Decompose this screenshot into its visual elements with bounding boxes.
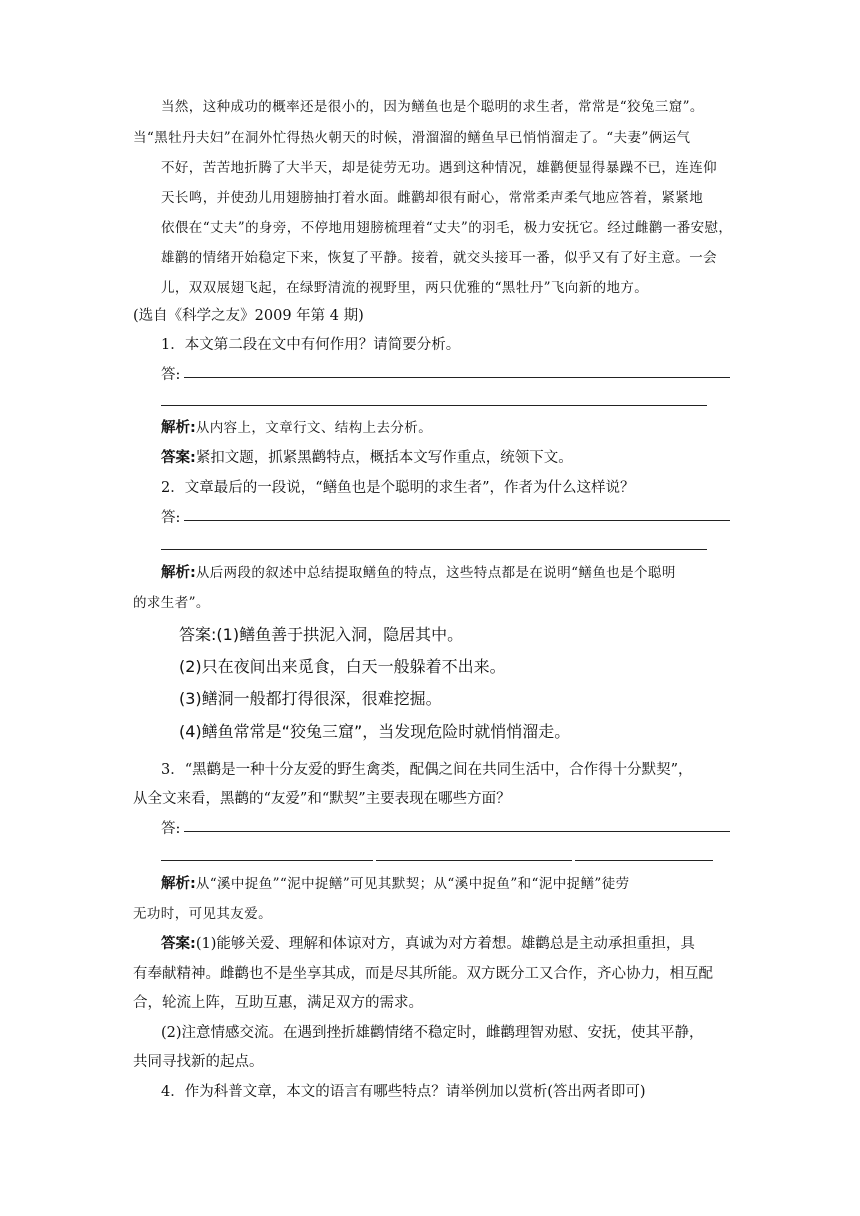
answer-label: 答案:	[179, 625, 217, 644]
analysis-text: 从内容上，文章行文、结构上去分析。	[195, 420, 433, 436]
answer-3-line: 共同寻找新的起点。	[133, 1054, 264, 1070]
answer-blank-line	[161, 549, 707, 550]
answer-2-item-4: (4)鳝鱼常常是“狡兔三窟”，当发现危险时就悄悄溜走。	[179, 722, 571, 741]
answer-2-item-1	[179, 625, 463, 645]
analysis-label: 解析:	[161, 876, 196, 892]
answer-blank-segment	[161, 860, 373, 861]
answer-blank-segment	[376, 860, 572, 861]
answer-blank-line	[184, 520, 730, 521]
analysis-label: 解析:	[161, 420, 196, 436]
passage-line: 不好，苦苦地折腾了大半天，却是徒劳无功。遇到这种情况，雄鹳便显得暴躁不已，连连仰	[161, 160, 717, 176]
answer-2-item-2: (2)只在夜间出来觅食，白天一般躲着不出来。	[179, 657, 506, 676]
answer-3-part-1	[161, 934, 695, 954]
analysis-text-cont: 的求生者”。	[133, 595, 210, 611]
answer-label: 答案:	[161, 450, 196, 466]
analysis-3	[161, 874, 630, 894]
answer-label: 答案:	[161, 936, 196, 952]
passage-line: 儿，双双展翅飞起，在绿野清流的视野里，两只优雅的“黑牡丹”飞向新的地方。	[161, 280, 649, 296]
answer-2-item-3: (3)鳝洞一般都打得很深，很难挖掘。	[179, 689, 442, 708]
source-citation: (选自《科学之友》2009 年第 4 期)	[133, 308, 364, 324]
question-1: 1．本文第二段在文中有何作用？请简要分析。	[161, 337, 461, 353]
analysis-text-cont: 无功时，可见其友爱。	[133, 906, 272, 922]
answer-1	[161, 448, 573, 468]
passage-line: 依偎在“丈夫”的身旁，不停地用翅膀梳理着“丈夫”的羽毛，极力安抚它。经过雌鹳一番安慰，	[161, 220, 733, 236]
analysis-2	[161, 563, 676, 583]
question-3: 3．“黑鹳是一种十分友爱的野生禽类，配偶之间在共同生活中，合作得十分默契”，	[161, 762, 693, 778]
passage-line: 当然，这种成功的概率还是很小的，因为鳝鱼也是个聪明的求生者，常常是“狡兔三窟”。	[161, 99, 704, 115]
answer-blank-line	[161, 405, 707, 406]
question-2: 2．文章最后的一段说，“鳝鱼也是个聪明的求生者”，作者为什么这样说？	[161, 480, 635, 496]
passage-line: 雄鹳的情绪开始稳定下来，恢复了平静。接着，就交头接耳一番，似乎又有了好主意。一会	[161, 250, 717, 266]
analysis-text: 从“溪中捉鱼”“泥中捉鳝”可见其默契；从“溪中捉鱼”和“泥中捉鳝”徒劳	[195, 876, 630, 892]
answer-3-line: 合，轮流上阵，互助互惠，满足双方的需求。	[133, 995, 423, 1011]
answer-3-line: 有奉献精神。雌鹳也不是坐享其成，而是尽其所能。双方既分工又合作，齐心协力，相互配	[133, 966, 713, 982]
answer-blank-line	[184, 377, 730, 378]
answer-text: 紧扣文题，抓紧黑鹳特点，概括本文写作重点，统领下文。	[195, 450, 573, 466]
question-4: 4．作为科普文章，本文的语言有哪些特点？请举例加以赏析(答出两者即可)	[161, 1084, 646, 1100]
analysis-1	[161, 418, 432, 438]
answer-prefix: 答:	[161, 367, 181, 383]
answer-prefix: 答:	[161, 510, 181, 526]
passage-line: 天长鸣，并使劲儿用翅膀抽打着水面。雌鹳却很有耐心，常常柔声柔气地应答着，紧紧地	[161, 190, 704, 206]
analysis-text: 从后两段的叙述中总结提取鳝鱼的特点，这些特点都是在说明“鳝鱼也是个聪明	[195, 565, 676, 581]
answer-blank-line	[184, 831, 730, 832]
answer-text: (1)鳝鱼善于拱泥入洞，隐居其中。	[216, 625, 464, 644]
passage-line: 当“黑牡丹夫妇”在洞外忙得热火朝天的时候，滑溜溜的鳝鱼早已悄悄溜走了。“夫妻”俩运气	[133, 130, 691, 146]
answer-prefix: 答:	[161, 821, 181, 837]
answer-3-part-2: (2)注意情感交流。在遇到挫折雄鹳情绪不稳定时，雌鹳理智劝慰、安抚，使其平静，	[161, 1025, 704, 1041]
answer-text: (1)能够关爱、理解和体谅对方，真诚为对方着想。雄鹳总是主动承担重担，具	[195, 936, 695, 952]
analysis-label: 解析:	[161, 565, 196, 581]
answer-blank-segment	[575, 860, 713, 861]
question-3-cont: 从全文来看，黑鹳的“友爱”和“默契”主要表现在哪些方面？	[133, 791, 511, 807]
